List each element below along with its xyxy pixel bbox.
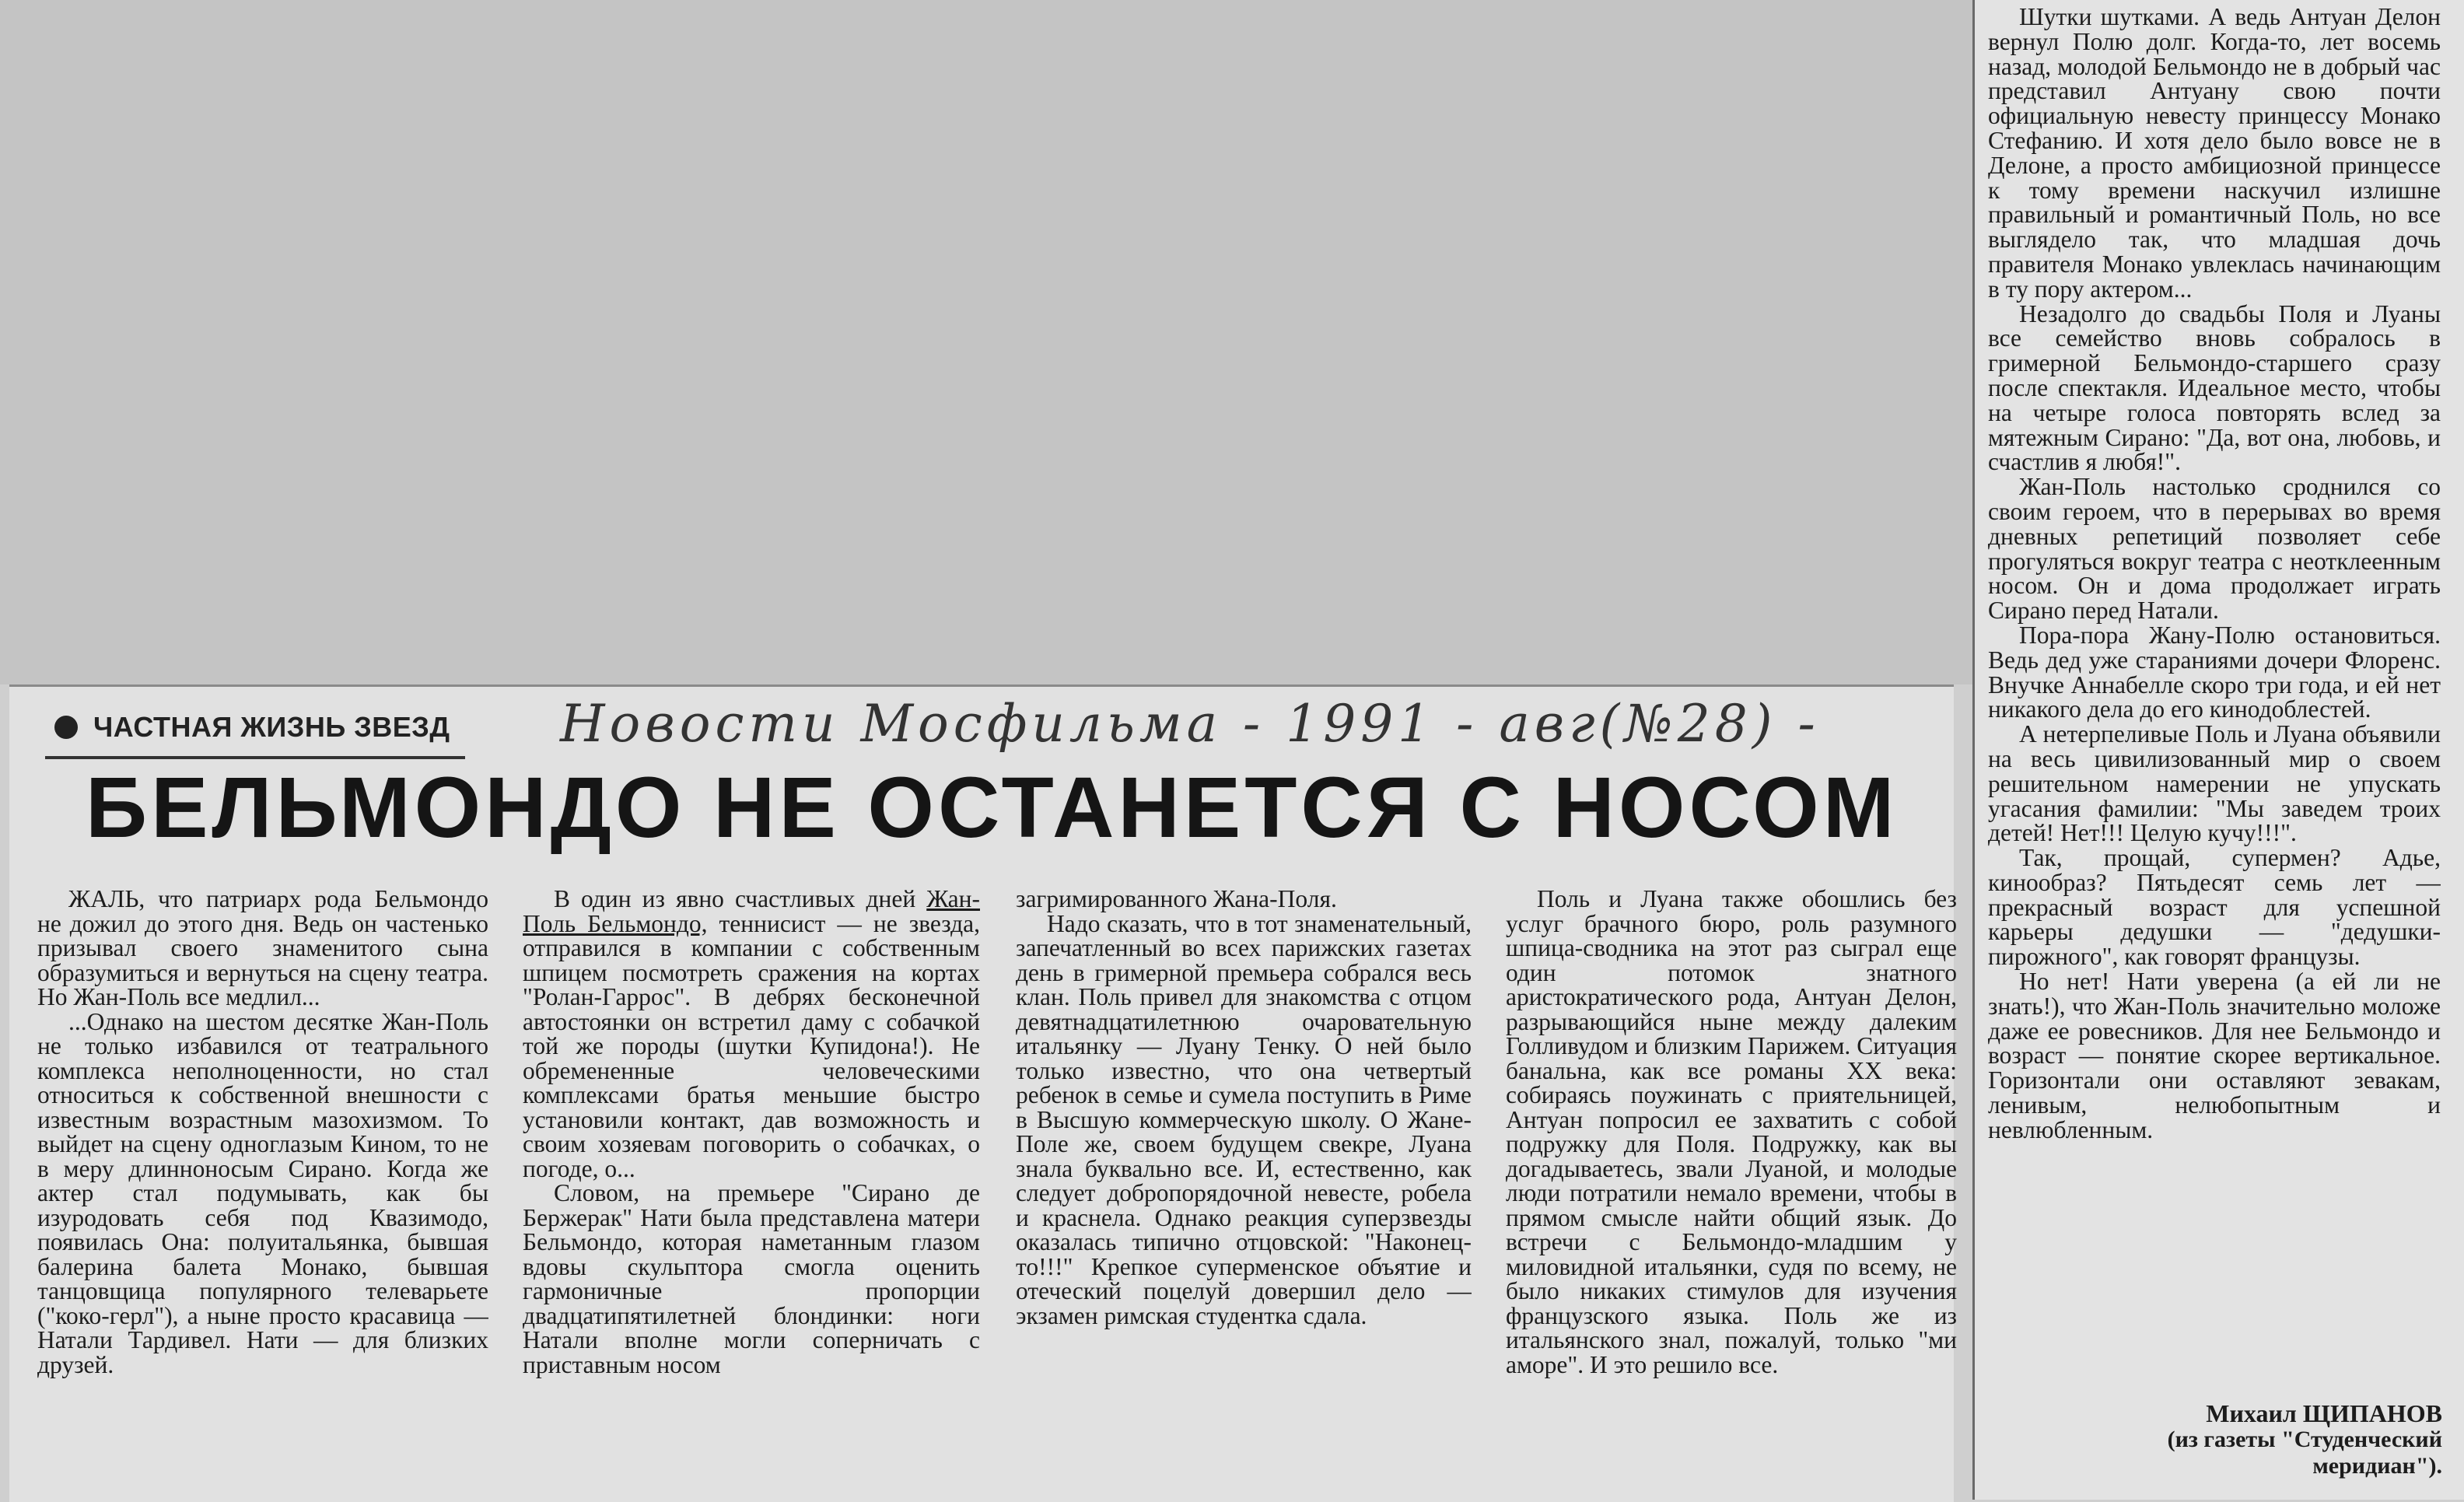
paragraph: Шутки шутками. А ведь Антуан Делон вернул Полю долг. Когда-то, лет восемь назад, молодой Бельмондо не в добрый час представил Антуану свою почти официальную невесту принцессу Монако Стефанию. И хотя дело было вовсе не в Делоне, а просто амбициозной принцессе к тому времени наскучил излишне правильный и романтичный Поль, но все выглядело так, что младшая дочь правителя Монако увлеклась начинающим в ту пору актером... (1988, 5, 2441, 303)
paragraph: Но нет! Нати уверена (а ей ли не знать!), что Жан-Поль значительно моложе даже ее ровесников. Для нее Бельмондо и возраст — понятие скорее вертикальное. Горизонтали они оставляют зевакам, ленивым, нелюбопытным и невлюбленным. (1988, 968, 2441, 1143)
source-credit: (из газеты "Студенческий меридиан"). (2167, 1427, 2442, 1479)
paragraph: Надо сказать, что в тот знаменательный, запечатленный во всех парижских газетах день в гримерной премьера собрался весь клан. Поль привел для знакомства с отцом девятнадцатилетнюю очаровательную итальянку — Луану Тенку. О ней было только известно, что она четвертый ребенок в семье и сумела поступить в Риме в Высшую коммерческую школу. О Жане-Поле же, своем будущем свекре, Луана знала буквально все. И, естественно, как следует добропорядочной невесте, робела и краснела. Однако реакция суперзвезды оказалась типично отцовской: "Наконец-то!!!" Крепкое суперменское объятие и отеческий поцелуй довершил дело — экзамен римская студентка сдала. (1016, 909, 1472, 1329)
article-column-2 (523, 887, 980, 1493)
paragraph: Жан-Поль настолько сроднился со своим героем, что в перерывах во время дневных репетиций позволяет себе прогуляться вокруг театра с неотклеенным носом. Он и дома продолжает играть Сирано перед Натали. (1988, 473, 2441, 625)
handwritten-note: Новости Мосфильма - 1991 - авг(№28) - (560, 694, 1820, 754)
underlined-name: Жан-Поль Бельмондо, (523, 887, 980, 937)
article-column-3 (1016, 887, 1472, 1493)
article-column-4 (1506, 887, 1957, 1493)
signature (2053, 1400, 2442, 1479)
paragraph: Словом, на премьере "Сирано де Бержерак" Нати была представлена матери Бельмондо, которая наметанным глазом вдовы скульптора смогла оценить гармоничные пропорции двадцатипятилетней блондинки: ноги Натали вполне могли соперничать с приставным носом (523, 1179, 980, 1378)
text-run: теннисист — не звезда, отправился в компании с собственным шпицем посмотреть сражения на кортах "Ролан-Гаррос". В дебрях бесконечной автостоянки он встретил даму с собачкой той же породы (шутки Купидона!). Не обремененные человеческими комплексами братья меньшие быстро установили контакт, дав возможность и своим хозяевам поговорить о собачках, о погоде, о... (523, 909, 980, 1182)
paragraph (523, 887, 980, 1181)
bullet-icon (54, 716, 78, 739)
author-name: Михаил ЩИПАНОВ (2206, 1399, 2442, 1427)
paragraph: А нетерпеливые Поль и Луана объявили на весь цивилизованный мир о своем решительном намерении не упускать угасания фамилии: "Мы заведем троих детей! Нет!!! Целую кучу!!!". (1988, 720, 2441, 847)
rubric (54, 708, 450, 747)
paragraph: Пора-пора Жану-Полю остановиться. Ведь дед уже стараниями дочери Флоренс. Внучке Аннабелле скоро три года, и ей нет никакого дела до его кинодоблестей. (1988, 621, 2441, 723)
headline: БЕЛЬМОНДО НЕ ОСТАНЕТСЯ С НОСОМ (86, 760, 1899, 856)
paragraph: Поль и Луана также обошлись без услуг брачного бюро, роль разумного шпица-сводника на этот раз сыграл еще один потомок знатного аристократического рода, Антуан Делон, разрывающийся ныне между далеким Голливудом и близким Парижем. Ситуация банальна, как все романы XX века: собираясь поужинать с приятельницей, Антуан попросил ее захватить с собой подружку для Поля. Подружку, как вы догадываетесь, звали Луаной, и молодые люди потратили немало времени, чтобы в прямом смысле найти общий язык. До встречи с Бельмондо-младшим у миловидной итальянки, судя по всему, не было никаких стимулов для изучения французского языка. Поль же из итальянского знал, пожалуй, только "ми аморе". И это решило все. (1506, 887, 1957, 1378)
rubric-label: ЧАСТНАЯ ЖИЗНЬ ЗВЕЗД (93, 711, 450, 743)
backing-paper (0, 0, 1976, 684)
paragraph: ЖАЛЬ, что патриарх рода Бельмондо не дожил до этого дня. Ведь он частенько призывал своего знаменитого сына образумиться и вернуться на сцену театра. Но Жан-Поль все медлил... (37, 887, 488, 1010)
paragraph: ...Однако на шестом десятке Жан-Поль не только избавился от театрального комплекса неполноценности, но стал относиться к собственной внешности с известным возрастным мазохизмом. То выйдет на сцену одноглазым Кином, то не в меру длинноносым Сирано. Когда же актер стал подумывать, как бы изуродовать себя под Квазимодо, появилась Она: полуитальянка, бывшая балерина балета Монако, бывшая танцовщица популярного телеварьете ("коко-герл"), а ныне просто красавица — Натали Тардивел. Нати — для близких друзей. (37, 1007, 488, 1378)
text-run: В один из явно счастливых дней (554, 887, 927, 912)
right-column (1988, 5, 2441, 1389)
paragraph: Так, прощай, супермен? Адье, кинообраз? Пятьдесят семь лет — прекрасный возраст для успешной карьеры дедушки — "дедушки-пирожного", как говорят французы. (1988, 844, 2441, 971)
article-column-1 (37, 887, 488, 1493)
paragraph: загримированного Жана-Поля. (1016, 887, 1337, 912)
paragraph: Незадолго до свадьбы Поля и Луаны все семейство вновь собралось в гримерной Бельмондо-старшего сразу после спектакля. Идеальное место, чтобы на четыре голоса повторять вслед за мятежным Сирано: "Да, вот она, любовь, и счастлив я любя!". (1988, 299, 2441, 476)
